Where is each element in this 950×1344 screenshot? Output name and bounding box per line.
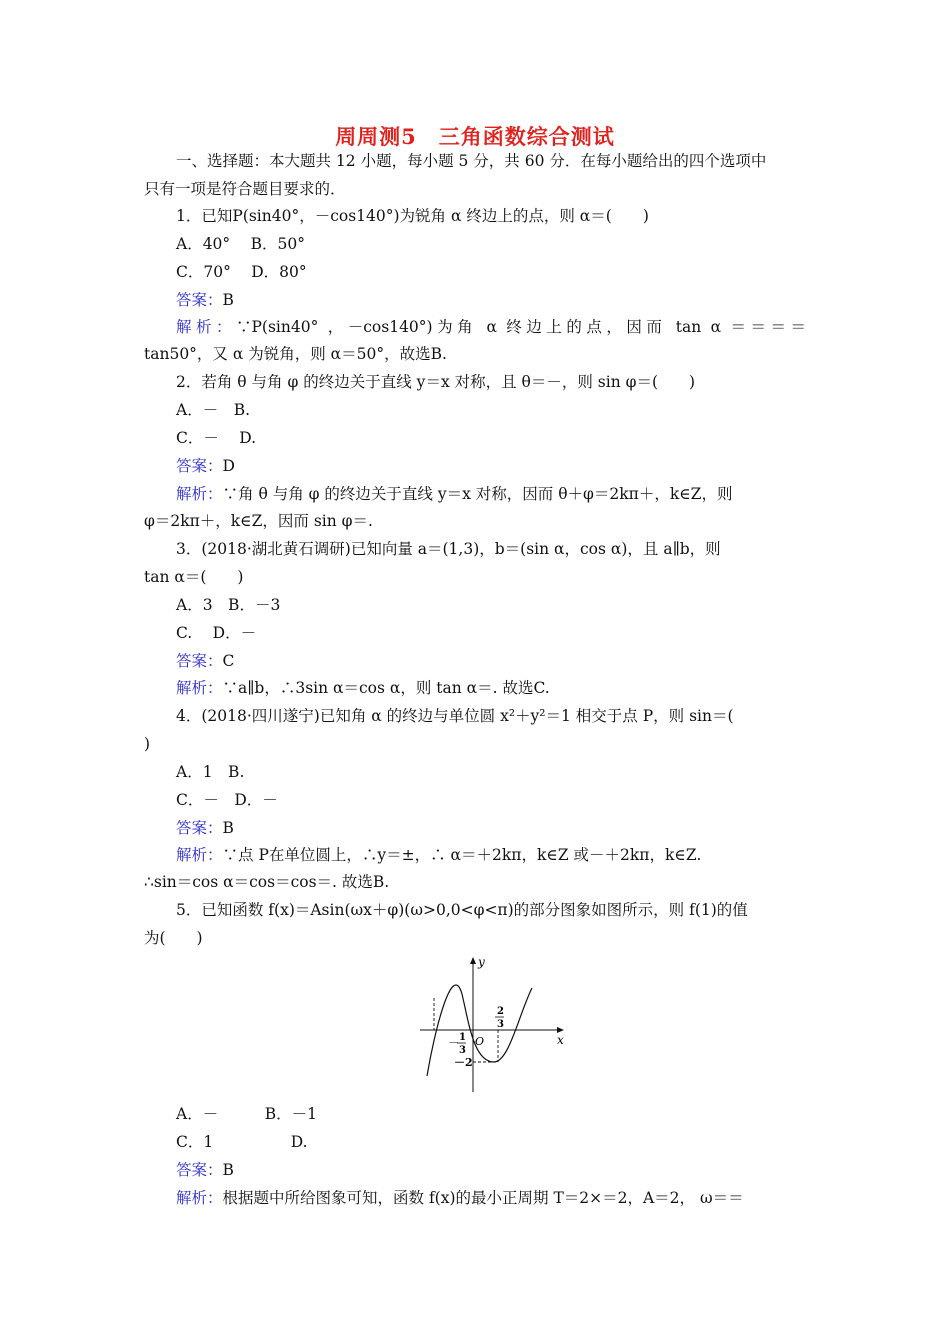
q5-options-ab: A．－ B．－1: [176, 1105, 317, 1123]
sine-graph-svg: [414, 954, 574, 1094]
x-axis-label: x: [557, 1033, 564, 1047]
explanation-label: 解析：: [176, 318, 236, 336]
section-intro-line-2: 只有一项是符合题目要求的．: [144, 180, 346, 198]
explanation-label: 解析：: [176, 679, 223, 697]
page-title: 周周测5 三角函数综合测试: [335, 124, 615, 149]
q5-function-graph: [414, 954, 574, 1094]
q1-stem: 1．已知P(sin40°，－cos140°)为锐角 α 终边上的点，则 α＝( ): [176, 207, 649, 225]
explanation-label: 解析：: [176, 485, 223, 503]
neg-third-denominator: 3: [459, 1045, 466, 1056]
q2-options-cd: C．－ D.: [176, 429, 257, 447]
q4-explanation-line-1: [176, 845, 701, 865]
explanation-text: ∵a∥b，∴3sin α＝cos α，则 tan α＝. 故选C.: [222, 679, 550, 697]
section-intro-line-1: 一、选择题：本大题共 12 小题，每小题 5 分，共 60 分．在每小题给出的四个选项中: [176, 152, 767, 170]
answer-label: 答案：: [176, 819, 223, 837]
q2-options-ab: A．－ B.: [176, 401, 251, 419]
q4-options-cd: C．－ D．－: [176, 791, 278, 809]
q3-stem-line-1: 3．(2018·湖北黄石调研)已知向量 a＝(1,3)，b＝(sin α，cos α)，且 a∥b，则: [176, 540, 721, 558]
q5-answer: [176, 1160, 234, 1180]
explanation-label: 解析：: [176, 846, 223, 864]
q2-explanation-line-1: [176, 484, 732, 504]
q5-options-cd: C．1 D.: [176, 1133, 308, 1151]
q4-stem-line-1: 4．(2018·四川遂宁)已知角 α 的终边与单位圆 x²＋y²＝1 相交于点 P，则 sin＝(: [176, 707, 734, 725]
q1-explanation-line-1: [176, 317, 806, 337]
answer-value: B: [222, 291, 234, 309]
q5-explanation-line-1: [176, 1188, 744, 1208]
q5-stem-line-2: 为( ): [144, 929, 203, 947]
q4-options-ab: A．1 B.: [176, 763, 245, 781]
min-value-label: －2: [454, 1056, 473, 1069]
answer-value: D: [222, 457, 235, 475]
q2-answer: [176, 456, 235, 476]
q1-options-ab: A．40° B．50°: [176, 235, 305, 253]
explanation-text: ∵角 θ 与角 φ 的终边关于直线 y＝x 对称，因而 θ＋φ＝2kπ＋，k∈Z，则: [222, 485, 733, 503]
q3-answer: [176, 651, 234, 671]
answer-label: 答案：: [176, 652, 223, 670]
q1-answer: [176, 290, 234, 310]
neg-third-sign: －: [448, 1036, 459, 1049]
neg-third-numerator: 1: [459, 1032, 466, 1043]
q3-options-ab: A．3 B．－3: [176, 596, 281, 614]
q4-explanation-line-2: ∴sin＝cos α＝cos＝cos＝. 故选B.: [144, 873, 390, 891]
answer-value: C: [222, 652, 235, 670]
q2-explanation-line-2: φ＝2kπ＋，k∈Z，因而 sin φ＝.: [144, 512, 373, 530]
q4-stem-line-2: ): [144, 735, 151, 753]
q3-stem-line-2: tan α＝( ): [144, 568, 244, 586]
answer-value: B: [222, 1161, 234, 1179]
q3-options-cd: C. D．－: [176, 624, 257, 642]
answer-label: 答案：: [176, 291, 223, 309]
y-axis-arrow: [470, 957, 476, 964]
explanation-text: 根据题中所给图象可知，函数 f(x)的最小正周期 T＝2×＝2，A＝2， ω＝＝: [222, 1189, 744, 1207]
q3-explanation-line-1: [176, 678, 550, 698]
answer-value: B: [222, 819, 234, 837]
explanation-text: ∵P(sin40° ，－cos140°)为角 α 终边上的点，因而 tan α ＝＝＝＝: [235, 318, 806, 336]
two-thirds-denominator: 3: [497, 1019, 504, 1030]
q2-stem: 2．若角 θ 与角 φ 的终边关于直线 y＝x 对称，且 θ＝－，则 sin φ＝( ): [176, 373, 696, 391]
answer-label: 答案：: [176, 457, 223, 475]
explanation-text: ∵点 P在单位圆上，∴y＝±，∴ α＝＋2kπ，k∈Z 或－＋2kπ，k∈Z.: [222, 846, 702, 864]
y-axis-label: y: [478, 955, 485, 969]
q1-options-cd: C．70° D．80°: [176, 263, 307, 281]
two-thirds-numerator: 2: [497, 1006, 504, 1017]
explanation-label: 解析：: [176, 1189, 223, 1207]
origin-label: O: [475, 1035, 485, 1048]
q4-answer: [176, 818, 234, 838]
q5-stem-line-1: 5．已知函数 f(x)＝Asin(ωx＋φ)(ω>0,0<φ<π)的部分图象如图所示，则 f(1)的值: [176, 901, 748, 919]
q1-explanation-line-2: tan50°，又 α 为锐角，则 α＝50°，故选B.: [144, 345, 447, 363]
answer-label: 答案：: [176, 1161, 223, 1179]
